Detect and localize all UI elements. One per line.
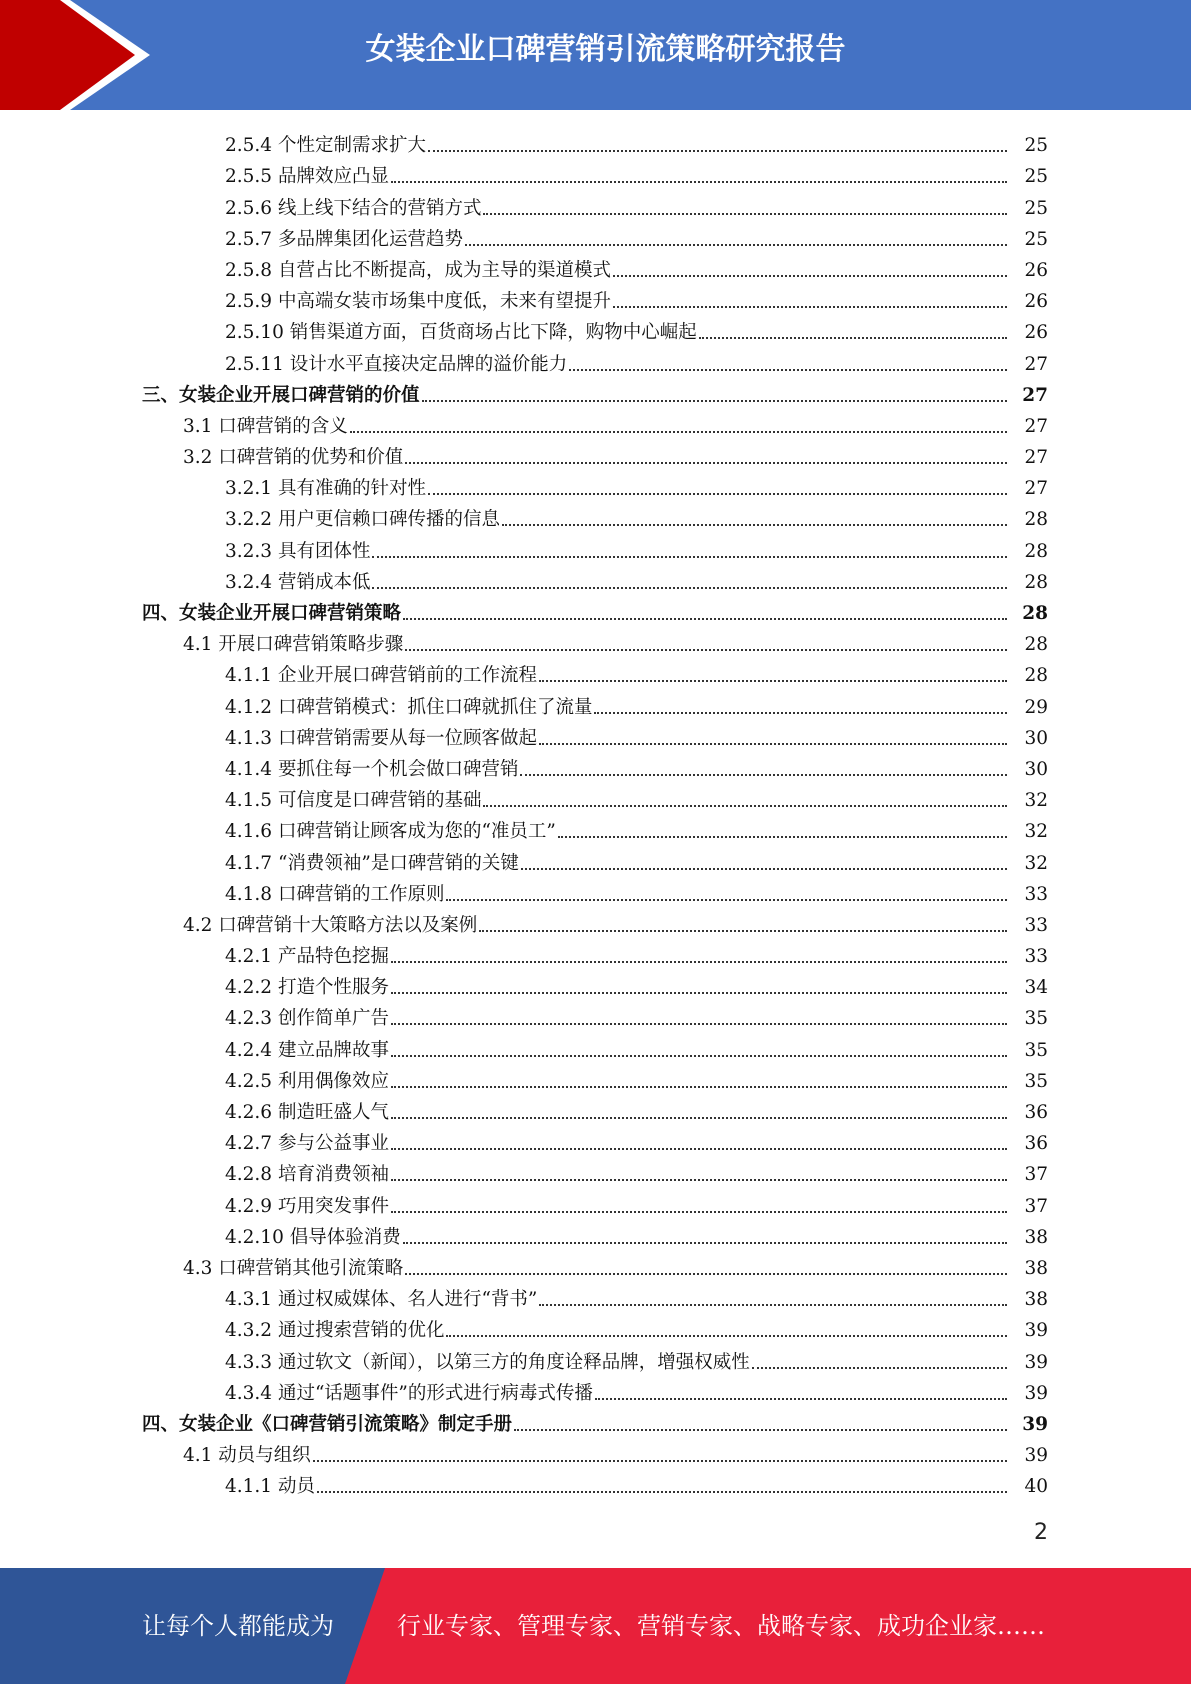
toc-entry[interactable]	[0, 1125, 1191, 1156]
toc-entry-page: 35	[1024, 1039, 1048, 1061]
header-title: 女装企业口碑营销引流策略研究报告	[365, 32, 846, 67]
toc-dot-leader	[502, 524, 1007, 526]
toc-entry-page: 28	[1024, 634, 1048, 656]
toc-entry-title: 4.1 开展口碑营销策略步骤	[183, 634, 404, 656]
toc-entry[interactable]	[0, 1250, 1191, 1281]
toc-entry-title: 3.2.3 具有团体性	[225, 540, 371, 562]
toc-entry[interactable]	[0, 189, 1191, 220]
footer-slogan-right: 行业专家、管理专家、营销专家、战略专家、成功企业家……	[397, 1612, 1045, 1640]
toc-entry-title: 四、女装企业《口碑营销引流策略》制定手册	[142, 1413, 513, 1435]
toc-entry[interactable]	[0, 314, 1191, 345]
toc-dot-leader	[391, 1023, 1007, 1025]
toc-entry-title: 2.5.6 线上线下结合的营销方式	[225, 197, 482, 219]
toc-dot-leader	[391, 1086, 1007, 1088]
toc-dot-leader	[483, 213, 1007, 215]
toc-entry[interactable]	[0, 1281, 1191, 1312]
toc-entry[interactable]	[0, 283, 1191, 314]
toc-entry-page: 40	[1024, 1476, 1048, 1498]
toc-entry[interactable]	[0, 751, 1191, 782]
toc-entry[interactable]	[0, 1031, 1191, 1062]
page-header	[0, 0, 1191, 110]
toc-entry-title: 4.1.7 “消费领袖”是口碑营销的关键	[225, 852, 519, 874]
toc-entry-page: 39	[1024, 1382, 1048, 1404]
toc-entry[interactable]	[0, 907, 1191, 938]
toc-dot-leader	[422, 400, 1007, 402]
toc-entry-page: 39	[1024, 1320, 1048, 1342]
toc-entry-title: 4.2.3 创作简单广告	[225, 1008, 389, 1030]
toc-entry[interactable]	[0, 844, 1191, 875]
toc-dot-leader	[403, 618, 1007, 620]
page-number: 2	[1034, 1520, 1048, 1545]
toc-entry-page: 36	[1024, 1133, 1048, 1155]
toc-entry-title: 4.2.6 制造旺盛人气	[225, 1102, 389, 1123]
toc-entry-page: 30	[1024, 727, 1048, 749]
toc-entry[interactable]	[0, 1343, 1191, 1374]
toc-entry[interactable]	[0, 938, 1191, 969]
toc-entry-page: 35	[1024, 1008, 1048, 1030]
toc-entry[interactable]	[0, 1156, 1191, 1187]
toc-entry-page: 25	[1024, 228, 1048, 250]
toc-entry-title: 2.5.10 销售渠道方面，百货商场占比下降，购物中心崛起	[225, 322, 697, 344]
toc-entry-title: 2.5.9 中高端女装市场集中度低，未来有望提升	[225, 291, 611, 313]
toc-entry-page: 32	[1024, 790, 1048, 812]
toc-entry-title: 2.5.8 自营占比不断提高，成为主导的渠道模式	[225, 259, 611, 281]
toc-dot-leader	[391, 1117, 1007, 1119]
toc-entry-page: 32	[1024, 821, 1048, 843]
toc-dot-leader	[391, 181, 1007, 183]
toc-dot-leader	[569, 369, 1007, 371]
toc-dot-leader	[558, 836, 1007, 838]
toc-dot-leader	[446, 899, 1007, 901]
toc-dot-leader	[514, 1429, 1007, 1431]
toc-dot-leader	[405, 1273, 1007, 1275]
toc-entry-title: 4.1.3 口碑营销需要从每一位顾客做起	[225, 727, 537, 749]
toc-entry[interactable]	[0, 1094, 1191, 1125]
toc-entry-title: 4.1.6 口碑营销让顾客成为您的“准员工”	[225, 821, 556, 843]
toc-entry-title: 4.3.2 通过搜索营销的优化	[225, 1320, 445, 1342]
toc-entry[interactable]	[0, 782, 1191, 813]
toc-entry-title: 4.2.7 参与公益事业	[225, 1133, 389, 1155]
toc-entry[interactable]	[0, 252, 1191, 283]
toc-entry-page: 37	[1024, 1164, 1048, 1186]
toc-entry[interactable]	[0, 657, 1191, 688]
toc-entry-page: 25	[1024, 166, 1048, 188]
toc-entry-title: 2.5.11 设计水平直接决定品牌的溢价能力	[225, 353, 568, 375]
toc-dot-leader	[313, 1460, 1007, 1462]
toc-entry-page: 34	[1024, 977, 1048, 999]
toc-entry[interactable]	[0, 1468, 1191, 1499]
toc-entry-title: 4.2.1 产品特色挖掘	[225, 946, 389, 968]
toc-entry-page: 33	[1024, 914, 1048, 936]
toc-dot-leader	[350, 431, 1007, 433]
toc-entry-title: 2.5.5 品牌效应凸显	[225, 166, 389, 188]
toc-entry-page: 25	[1024, 135, 1048, 157]
toc-entry-title: 4.2.8 培育消费领袖	[225, 1164, 389, 1186]
toc-entry-page: 39	[1024, 1445, 1048, 1467]
toc-entry-page: 39	[1022, 1413, 1048, 1435]
toc-entry-title: 4.1 动员与组织	[183, 1445, 311, 1467]
toc-entry-title: 三、女装企业开展口碑营销的价值	[142, 384, 420, 406]
toc-entry-title: 3.2 口碑营销的优势和价值	[183, 447, 404, 469]
toc-entry[interactable]	[0, 1219, 1191, 1250]
toc-entry-title: 4.2.4 建立品牌故事	[225, 1039, 389, 1061]
table-of-contents	[0, 127, 1191, 1499]
toc-entry-title: 4.1.8 口碑营销的工作原则	[225, 883, 445, 905]
toc-entry[interactable]	[0, 1437, 1191, 1468]
toc-dot-leader	[521, 868, 1007, 870]
toc-entry-title: 4.1.1 动员	[225, 1476, 315, 1498]
toc-chapter-entry[interactable]	[0, 595, 1191, 626]
toc-entry[interactable]	[0, 221, 1191, 252]
toc-dot-leader	[405, 649, 1007, 651]
toc-entry-title: 四、女装企业开展口碑营销策略	[142, 603, 402, 624]
toc-entry-page: 28	[1022, 603, 1048, 624]
toc-entry-title: 2.5.7 多品牌集团化运营趋势	[225, 228, 463, 250]
toc-dot-leader	[372, 587, 1007, 589]
toc-dot-leader	[372, 556, 1007, 558]
toc-dot-leader	[428, 150, 1007, 152]
toc-entry-page: 27	[1024, 447, 1048, 469]
toc-entry-page: 28	[1024, 571, 1048, 593]
toc-entry-title: 2.5.4 个性定制需求扩大	[225, 135, 426, 157]
toc-entry[interactable]	[0, 345, 1191, 376]
toc-entry[interactable]	[0, 158, 1191, 189]
page-footer	[0, 1568, 1191, 1684]
toc-entry-page: 35	[1024, 1070, 1048, 1092]
toc-dot-leader	[520, 774, 1007, 776]
toc-entry[interactable]	[0, 501, 1191, 532]
toc-dot-leader	[539, 680, 1007, 682]
toc-entry-page: 32	[1024, 852, 1048, 874]
toc-entry-title: 3.2.1 具有准确的针对性	[225, 478, 426, 500]
toc-entry[interactable]	[0, 470, 1191, 501]
toc-entry[interactable]	[0, 439, 1191, 470]
toc-entry-page: 38	[1024, 1257, 1048, 1279]
toc-entry[interactable]	[0, 969, 1191, 1000]
toc-entry-page: 27	[1024, 353, 1048, 375]
toc-entry-title: 4.2.10 倡导体验消费	[225, 1226, 401, 1248]
toc-entry-page: 28	[1024, 509, 1048, 531]
toc-dot-leader	[446, 1335, 1007, 1337]
toc-entry-title: 4.2.9 巧用突发事件	[225, 1195, 389, 1217]
toc-dot-leader	[405, 462, 1007, 464]
toc-entry-title: 3.1 口碑营销的含义	[183, 415, 348, 437]
toc-entry-title: 4.2 口碑营销十大策略方法以及案例	[183, 914, 478, 936]
toc-dot-leader	[613, 306, 1007, 308]
toc-entry-page: 36	[1024, 1102, 1048, 1123]
toc-entry-title: 4.2.5 利用偶像效应	[225, 1070, 389, 1092]
toc-entry[interactable]	[0, 1187, 1191, 1218]
toc-entry-page: 27	[1024, 415, 1048, 437]
toc-entry-title: 4.3.1 通过权威媒体、名人进行“背书”	[225, 1289, 538, 1311]
toc-entry[interactable]	[0, 1375, 1191, 1406]
toc-entry[interactable]	[0, 564, 1191, 595]
toc-entry-page: 28	[1024, 665, 1048, 687]
toc-entry[interactable]	[0, 532, 1191, 563]
toc-entry-page: 39	[1024, 1351, 1048, 1373]
toc-dot-leader	[483, 805, 1007, 807]
toc-entry-page: 30	[1024, 758, 1048, 780]
toc-entry-title: 4.3.3 通过软文（新闻），以第三方的角度诠释品牌，增强权威性	[225, 1351, 750, 1373]
toc-dot-leader	[595, 1398, 1007, 1400]
toc-dot-leader	[594, 712, 1007, 714]
toc-entry-page: 33	[1024, 883, 1048, 905]
toc-dot-leader	[539, 743, 1007, 745]
toc-entry-title: 4.1.4 要抓住每一个机会做口碑营销	[225, 758, 519, 780]
toc-dot-leader	[403, 1242, 1007, 1244]
toc-dot-leader	[391, 1179, 1007, 1181]
toc-entry[interactable]	[0, 813, 1191, 844]
toc-chapter-entry[interactable]	[0, 377, 1191, 408]
toc-entry-title: 3.2.4 营销成本低	[225, 571, 371, 593]
toc-entry-page: 25	[1024, 197, 1048, 219]
toc-dot-leader	[391, 992, 1007, 994]
toc-entry-page: 38	[1024, 1226, 1048, 1248]
toc-entry[interactable]	[0, 626, 1191, 657]
toc-entry-title: 4.1.5 可信度是口碑营销的基础	[225, 790, 482, 812]
toc-entry-page: 37	[1024, 1195, 1048, 1217]
toc-dot-leader	[479, 930, 1007, 932]
toc-dot-leader	[613, 275, 1007, 277]
toc-dot-leader	[539, 1304, 1007, 1306]
toc-entry[interactable]	[0, 1312, 1191, 1343]
toc-entry[interactable]	[0, 688, 1191, 719]
toc-entry-page: 29	[1024, 696, 1048, 718]
toc-entry[interactable]	[0, 1063, 1191, 1094]
footer-slogan-left: 让每个人都能成为	[142, 1612, 334, 1640]
toc-entry-title: 4.2.2 打造个性服务	[225, 977, 389, 999]
toc-dot-leader	[752, 1367, 1007, 1369]
toc-entry[interactable]	[0, 720, 1191, 751]
toc-entry-title: 4.3 口碑营销其他引流策略	[183, 1257, 404, 1279]
toc-entry-page: 28	[1024, 540, 1048, 562]
toc-dot-leader	[699, 337, 1007, 339]
toc-entry-title: 4.1.1 企业开展口碑营销前的工作流程	[225, 665, 537, 687]
toc-entry[interactable]	[0, 1000, 1191, 1031]
toc-dot-leader	[391, 1211, 1007, 1213]
toc-entry[interactable]	[0, 408, 1191, 439]
toc-entry-title: 4.3.4 通过“话题事件”的形式进行病毒式传播	[225, 1382, 593, 1404]
toc-dot-leader	[428, 493, 1007, 495]
toc-dot-leader	[465, 244, 1007, 246]
toc-entry[interactable]	[0, 876, 1191, 907]
toc-entry-page: 33	[1024, 946, 1048, 968]
toc-entry-page: 27	[1022, 384, 1048, 406]
toc-entry-page: 26	[1024, 291, 1048, 313]
toc-entry-page: 38	[1024, 1289, 1048, 1311]
toc-dot-leader	[391, 1055, 1007, 1057]
toc-entry-page: 26	[1024, 259, 1048, 281]
toc-entry-title: 4.1.2 口碑营销模式：抓住口碑就抓住了流量	[225, 696, 593, 718]
toc-entry[interactable]	[0, 127, 1191, 158]
toc-entry-page: 27	[1024, 478, 1048, 500]
toc-entry-page: 26	[1024, 322, 1048, 344]
toc-dot-leader	[391, 1148, 1007, 1150]
toc-chapter-entry[interactable]	[0, 1406, 1191, 1437]
toc-dot-leader	[391, 961, 1007, 963]
toc-entry-title: 3.2.2 用户更信赖口碑传播的信息	[225, 509, 500, 531]
toc-dot-leader	[317, 1491, 1007, 1493]
